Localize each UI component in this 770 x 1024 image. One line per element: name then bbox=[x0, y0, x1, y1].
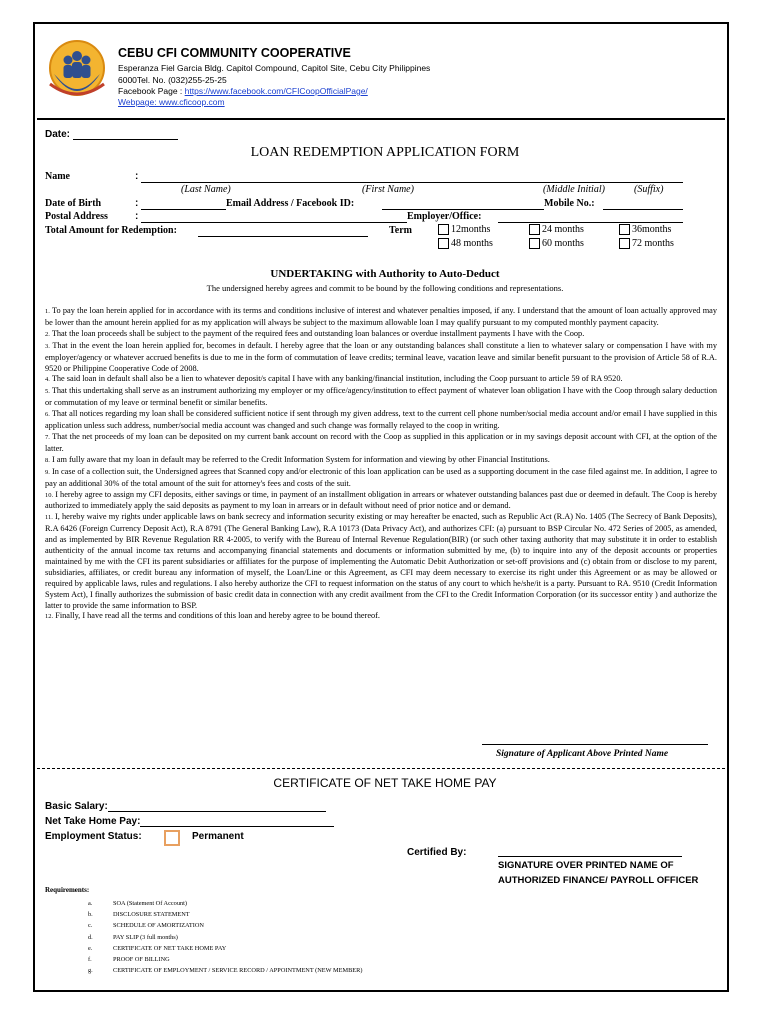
term-item: 9. In case of a collection suit, the Undersigned agrees that Scanned copy and/or electronic of this loan application can be used as a supporting document in the case filed against me. In addition, I agree to pay an additional 30% of the total amount of the suit for attorney's fees and costs of the suit. bbox=[45, 466, 717, 488]
list-item: g. CERTIFICATE OF EMPLOYMENT / SERVICE RECORD / APPOINTMENT (NEW MEMBER) bbox=[88, 967, 363, 975]
checkbox[interactable] bbox=[619, 238, 630, 249]
facebook-link[interactable]: https://www.facebook.com/CFICoopOfficialPage/ bbox=[184, 86, 368, 96]
term-item: 2. That the loan proceeds shall be subject to the payment of the required fees and outstanding loan balances or overdue installment payments I have with the Coop. bbox=[45, 328, 585, 338]
org-tel: 6000Tel. No. (032)255-25-25 bbox=[118, 75, 227, 85]
employer-label: Employer/Office: bbox=[407, 211, 482, 222]
checkbox[interactable] bbox=[619, 224, 630, 235]
term-option-12[interactable]: 12months bbox=[438, 224, 490, 235]
dob-label: Date of Birth bbox=[45, 198, 102, 209]
checkbox[interactable] bbox=[438, 224, 449, 235]
name-colon: : bbox=[135, 171, 139, 182]
header-divider bbox=[37, 118, 725, 120]
list-item: e. CERTIFICATE OF NET TAKE HOME PAY bbox=[88, 944, 227, 952]
mobile-label: Mobile No.: bbox=[544, 198, 595, 209]
term-item: 12. Finally, I have read all the terms and conditions of this loan and hereby agree to be bound thereof. bbox=[45, 611, 380, 621]
term-item: 5. That this undertaking shall serve as an instrument authorizing my employer or my office/agency/institution to effect payment of whatever loan obligation I have with the Coop through salary deduction or commutation of my leave or terminal benefit or similar benefits. bbox=[45, 386, 717, 408]
term-item: 1. To pay the loan herein applied for in accordance with its terms and conditions inclusive of interest and whatever penalties imposed, if any. I understand that the amount of loan actually approved may be lower than the amount herein applied for as my application will always be subject to the maximum allowable loan I may qualify pursuant to my computed monthly payment capacity. bbox=[45, 306, 717, 327]
net-take-home-label: Net Take Home Pay: bbox=[45, 816, 334, 827]
cfi-coop-logo bbox=[46, 38, 108, 108]
section-divider bbox=[37, 768, 725, 769]
basic-salary-field[interactable] bbox=[108, 801, 326, 812]
middle-initial-caption: (Middle Initial) bbox=[543, 184, 605, 195]
dob-colon: : bbox=[135, 198, 139, 209]
term-option-60[interactable]: 60 months bbox=[529, 238, 584, 249]
term-item: 11. I, hereby waive my rights under applicable laws on bank secrecy and information security existing or may hereafter be enacted, such as Republic Act (R.A) No. 1405 (The Secrecy of Bank Deposits), R.A 6426 (Foreign Currency Deposit Act), R.A 8791 (The General Banking Law), R.A 10173 (Data Privacy Act), and authorizes CFI: (a) pursuant to BSP Circular No. 472 Series of 2005, as amended, and as implemented by BIR Revenue Regulation RR 4-2005, to verify with the Bureau of Internal Revenue Regulation(BIR) (or such other taxing authority that may substitute it in order to establish authenticity of the annual income tax returns and accompanying financial statements and documents or information submitted by me, (b) to inquire into any of the deposit accounts or properties maintained by me with the CFI its parent subsidiaries or affiliates for the purpose of implementing the Automatic Debit Authorization or set-off provisions and (c) obtain from or disclose to my parent, subsidiaries, affiliates, or credit bureau any information of myself, the Loan/Line or this Agreement, as CFI may deem necessary to exercise its right under this Agreement or as may be allowed or required by applicable laws, rules and regulations. I also hereby authorize the CFI to request information on the status of any court to which he/she/it is a party. Pursuant to RA. 9510 (Credit Information System Act), I finally authorizes the submission of basic credit data in connection with any credit availment from the CFI to the Credit Information Corporation (or its successor entity ) and authorize the latter to provide the same information to BSP. bbox=[45, 512, 717, 610]
net-take-home-field[interactable] bbox=[140, 816, 334, 827]
term-option-48[interactable]: 48 months bbox=[438, 238, 493, 249]
org-facebook bbox=[118, 86, 368, 96]
term-item: 10. I hereby agree to assign my CFI deposits, either savings or time, in payment of an installment obligation in arrears or whatever outstanding balances past due or deemed in default. The Coop is hereby authorized to immediately apply the said deposits as payment to my loan in arrears or in default without need of prior notice and or demand. bbox=[45, 489, 717, 511]
applicant-signature-label: Signature of Applicant Above Printed Name bbox=[496, 749, 669, 759]
list-item: d. PAY SLIP (3 full months) bbox=[88, 933, 178, 941]
email-field[interactable] bbox=[382, 199, 544, 210]
org-webpage[interactable]: Webpage: www.cficoop.com bbox=[118, 97, 225, 107]
term-option-72[interactable]: 72 months bbox=[619, 238, 674, 249]
applicant-signature-line[interactable] bbox=[482, 744, 708, 745]
org-address: Esperanza Fiel Garcia Bldg. Capitol Compound, Capitol Site, Cebu City Philippines bbox=[118, 63, 431, 73]
total-label: Total Amount for Redemption: bbox=[45, 225, 177, 236]
requirements-label: Requirements: bbox=[45, 886, 90, 894]
officer-signature-label-1: SIGNATURE OVER PRINTED NAME OF bbox=[498, 860, 674, 871]
undertaking-title: UNDERTAKING with Authority to Auto-Deduct bbox=[270, 268, 500, 280]
term-item: 4. The said loan in default shall also be a lien to whatever deposit/s capital I have with any banking/financial institution, including the Coop pursuant to article 59 of RA 9520. bbox=[45, 374, 623, 384]
permanent-label: Permanent bbox=[192, 831, 244, 842]
term-item: 8. I am fully aware that my loan in default may be referred to the Credit Information System for information and viewing by other Financial Institutions. bbox=[45, 454, 550, 464]
date-label: Date: bbox=[45, 129, 178, 140]
permanent-checkbox[interactable] bbox=[164, 830, 180, 846]
certified-by-label: Certified By: bbox=[407, 847, 467, 858]
term-item: 6. That all notices regarding my loan shall be considered sufficient notice if sent through my given address, text to the current cell phone number/social media account and/or email I have supplied in this application unless such address, number/social media account was changed and such change was formally relayed to the coop in writing. bbox=[45, 409, 717, 431]
term-item: 7. That the net proceeds of my loan can be deposited on my current bank account on record with the Coop as supplied in this application or in my savings deposit account with CFI, at the option of the latter. bbox=[45, 431, 717, 453]
email-label: Email Address / Facebook ID: bbox=[226, 198, 355, 209]
officer-signature-line[interactable] bbox=[498, 856, 682, 857]
term-label: Term bbox=[389, 225, 412, 236]
date-line[interactable] bbox=[73, 129, 178, 140]
facebook-label: Facebook Page : bbox=[118, 86, 185, 96]
checkbox[interactable] bbox=[529, 224, 540, 235]
officer-signature-label-2: AUTHORIZED FINANCE/ PAYROLL OFFICER bbox=[498, 875, 699, 886]
last-name-caption: (Last Name) bbox=[181, 184, 231, 195]
postal-colon: : bbox=[135, 211, 139, 222]
term-option-36[interactable]: 36months bbox=[619, 224, 671, 235]
suffix-caption: (Suffix) bbox=[634, 184, 664, 195]
list-item: b. DISCLOSURE STATEMENT bbox=[88, 911, 190, 919]
term-option-24[interactable]: 24 months bbox=[529, 224, 584, 235]
list-item: a. SOA (Statement Of Account) bbox=[88, 900, 187, 907]
org-name: CEBU CFI COMMUNITY COOPERATIVE bbox=[118, 46, 351, 60]
employment-status-label: Employment Status: bbox=[45, 831, 142, 842]
undertaking-terms bbox=[45, 306, 717, 623]
certificate-title: CERTIFICATE OF NET TAKE HOME PAY bbox=[273, 776, 497, 790]
employer-field[interactable] bbox=[498, 212, 683, 223]
first-name-caption: (First Name) bbox=[362, 184, 414, 195]
basic-salary-label: Basic Salary: bbox=[45, 801, 326, 812]
dob-field[interactable] bbox=[141, 199, 226, 210]
undertaking-subtitle: The undersigned hereby agrees and commit to be bound by the following conditions and representations. bbox=[206, 283, 564, 293]
postal-field[interactable] bbox=[141, 212, 407, 223]
list-item: c. SCHEDULE OF AMORTIZATION bbox=[88, 922, 204, 930]
postal-label: Postal Address bbox=[45, 211, 108, 222]
mobile-field[interactable] bbox=[603, 199, 683, 210]
list-item: f. PROOF OF BILLING bbox=[88, 956, 170, 964]
term-item: 3. That in the event the loan herein applied for, becomes in default. I hereby agree that the loan or any outstanding balances shall constitute a lien to whatever salary or compensation I have with my employer/agency or whatever accrued benefits is due to me in the form of commutation of leave credits; terminal leave, vacation leave and similar benefit pursuant to the provision of Article 58 of R.A. 9520 or Philippine Cooperative Code of 2008. bbox=[45, 340, 717, 373]
total-field[interactable] bbox=[198, 226, 368, 237]
form-title: LOAN REDEMPTION APPLICATION FORM bbox=[250, 145, 520, 160]
name-label: Name bbox=[45, 171, 70, 182]
requirements-list bbox=[88, 898, 362, 976]
checkbox[interactable] bbox=[438, 238, 449, 249]
name-field[interactable] bbox=[141, 172, 683, 183]
checkbox[interactable] bbox=[529, 238, 540, 249]
